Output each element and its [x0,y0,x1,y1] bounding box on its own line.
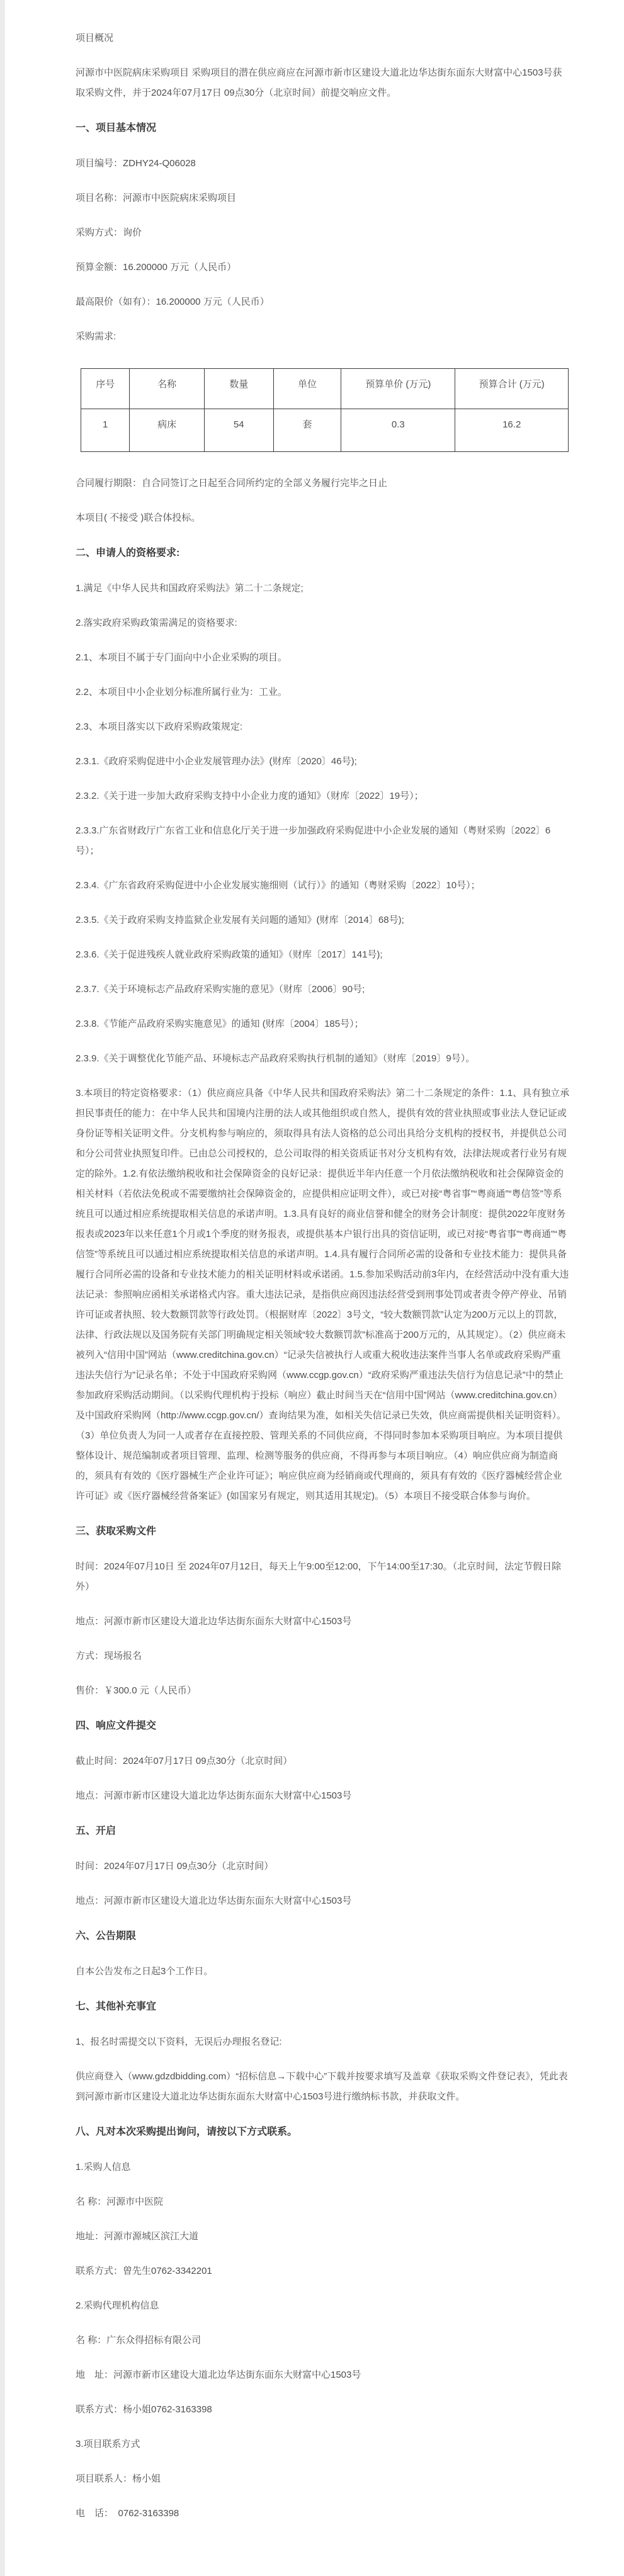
cell-seq: 1 [81,409,130,452]
budget-amount: 预算金额：16.200000 万元（人民币） [76,262,237,273]
purchaser-address: 地址：河源市源城区滨江大道 [76,2231,199,2242]
obtain-way: 方式：现场报名 [76,1651,142,1661]
obtain-place: 地点：河源市新市区建设大道北边华达街东面东大财富中心1503号 [76,1616,352,1627]
section-submit-heading: 四、响应文件提交 [76,1720,157,1731]
qualification-item: 2.3.8.《节能产品政府采购实施意见》的通知 (财库〔2004〕185号）； [76,1019,364,1029]
qualification-item: 2.落实政府采购政策需满足的资格要求: [76,618,237,628]
project-contact-phone: 电 话： 0762-3163398 [76,2508,179,2519]
other-registration-note: 1、报名时需提交以下资料，无误后办理报名登记: [76,2037,282,2047]
agency-address: 地 址：河源市新市区建设大道北边华达街东面东大财富中心1503号 [76,2370,361,2380]
qualification-item: 2.3.6.《关于促进残疾人就业政府采购政策的通知》（财库〔2017〕141号); [76,949,383,960]
page-title: 项目概况 [76,33,114,43]
col-header-qty: 数量 [204,369,273,409]
max-price-limit: 最高限价（如有）：16.200000 万元（人民币） [76,297,269,307]
purchaser-name: 名 称：河源市中医院 [76,2196,164,2207]
announce-period: 自本公告发布之日起3个工作日。 [76,1966,213,1977]
section-other-heading: 七、其他补充事宜 [76,2001,157,2012]
section-qualification-heading: 二、申请人的资格要求: [76,548,180,558]
purchaser-section-label: 1.采购人信息 [76,2162,131,2172]
obtain-time: 时间：2024年07月10日 至 2024年07月12日，每天上午9:00至12:00，下午14:00至17:30。（北京时间，法定节假日除外） [76,1561,562,1592]
qualification-item: 2.3.7.《关于环境标志产品政府采购实施的意见》（财库〔2006〕90号; [76,984,365,995]
agency-contact: 联系方式：杨小姐0762-3163398 [76,2404,212,2415]
cell-unit: 套 [273,409,341,452]
qualification-item: 2.3.2.《关于进一步加大政府采购支持中小企业力度的通知》（财库〔2022〕19号）； [76,791,424,801]
procurement-method: 采购方式：询价 [76,227,142,238]
col-header-total-price: 预算合计 (万元) [455,369,569,409]
cell-qty: 54 [204,409,273,452]
cell-unit-price: 0.3 [341,409,455,452]
section-obtain-heading: 三、获取采购文件 [76,1526,157,1537]
specific-qualification-paragraph: 3.本项目的特定资格要求：（1）供应商应具备《中华人民共和国政府采购法》第二十二条规定的条件：1.1、具有独立承担民事责任的能力：在中华人民共和国境内注册的法人或其他组织或自然人，提供有效的营业执照或事业法人登记证或身份证等相关证明文件。分支机构参与响应的，须取得具有法人资格的总公司出具给分支机构的授权书，并提供总公司和分公司营业执照复印件。已由总公司授权的，总公司取得的相关资质证书对分支机构有效，法律法规或者行业另有规定的除外。1.2.有依法缴纳税收和社会保障资金的良好记录：提供近半年内任意一个月依法缴纳税收和社会保障资金的相关材料（若依法免税或不需要缴纳社会保障资金的，应提供相应证明文件），或已对接“粤省事”“粤商通”“粤信签”等系统且可以通过相应系统提取相关信息的承诺声明。1.3.具有良好的商业信誉和健全的财务会计制度：提供2022年度财务报表或2023年以来任意1个月或1个季度的财务报表，或提供基本户银行出具的资信证明，或已对接“粤省事”“粤商通”“粤信签”等系统且可以通过相应系统提取相关信息的承诺声明。1.4.具有履行合同所必需的设备和专业技术能力：提供具备履行合同所必需的设备和专业技术能力的相关证明材料或承诺函。1.5.参加采购活动前3年内，在经营活动中没有重大违法记录：参照响应函相关承诺格式内容。重大违法记录，是指供应商因违法经营受到刑事处罚或者责令停产停业、吊销许可证或者执照、较大数额罚款等行政处罚。（根据财库〔2022〕3号文，“较大数额罚款”认定为200万元以上的罚款，法律、行政法规以及国务院有关部门明确规定相关领域“较大数额罚款”标准高于200万元的，从其规定）。（2）供应商未被列入“信用中国”网站（www.creditchina.gov.cn）“记录失信被执行人或重大税收违法案件当事人名单或政府采购严重违法失信行为”记录名单；不处于中国政府采购网（www.ccgp.gov.cn）“政府采购严重违法失信行为信息记录”中的禁止参加政府采购活动期间。（以采购代理机构于投标（响应）截止时间当天在“信用中国”网站（www.creditchina.gov.cn）及中国政府采购网（http://www.ccgp.gov.cn/）查询结果为准，如相关失信记录已失效，供应商需提供相关证明资料）。（3）单位负责人为同一人或者存在直接控股、管理关系的不同供应商，不得同时参加本采购项目响应。为本项目提供整体设计、规范编制或者项目管理、监理、检测等服务的供应商，不得再参与本项目响应。（4）响应供应商为制造商的，须具有有效的《医疗器械生产企业许可证》；响应供应商为经销商或代理商的，须具有有效的《医疗器械经营企业许可证》或《医疗器械经营备案证》(如国家另有规定，则其适用其规定)。（5）本项目不接受联合体参与询价。 [76,1088,570,1501]
qualification-item: 2.3.4.《广东省政府采购促进中小企业发展实施细则（试行）》的通知（粤财采购〔2022〕10号）； [76,880,480,891]
qualification-item: 2.2、本项目中小企业划分标准所属行业为：工业。 [76,687,287,698]
col-header-name: 名称 [130,369,204,409]
section-basic-info-heading: 一、项目基本情况 [76,123,157,133]
qualification-item: 1.满足《中华人民共和国政府采购法》第二十二条规定; [76,583,303,594]
project-contact-label: 3.项目联系方式 [76,2439,140,2449]
project-number: 项目编号：ZDHY24-Q06028 [76,158,196,169]
page-left-gutter [0,0,5,2576]
section-open-heading: 五、开启 [76,1826,116,1836]
section-contact-heading: 八、凡对本次采购提出询问，请按以下方式联系。 [76,2127,298,2137]
consortium-note: 本项目( 不接受 )联合体投标。 [76,512,201,523]
contract-period: 合同履行期限：自合同签订之日起至合同所约定的全部义务履行完毕之日止 [76,478,388,489]
project-name: 项目名称：河源市中医院病床采购项目 [76,193,237,203]
submit-place: 地点：河源市新市区建设大道北边华达街东面东大财富中心1503号 [76,1790,352,1801]
procurement-items-table [81,368,569,452]
qualification-item: 2.1、本项目不属于专门面向中小企业采购的项目。 [76,652,287,663]
project-contact-person: 项目联系人：杨小姐 [76,2473,161,2484]
submit-deadline: 截止时间：2024年07月17日 09点30分（北京时间） [76,1756,293,1766]
procurement-demand-label: 采购需求: [76,331,116,342]
qualification-item: 2.3.9.《关于调整优化节能产品、环境标志产品政府采购执行机制的通知》（财库〔2019〕9号）。 [76,1053,475,1064]
purchaser-contact: 联系方式：曾先生0762-3342201 [76,2266,212,2276]
table-header-row [81,369,569,409]
agency-name: 名 称：广东众得招标有限公司 [76,2335,201,2346]
col-header-unit: 单位 [273,369,341,409]
qualification-item: 2.3.3.广东省财政厅广东省工业和信息化厅关于进一步加强政府采购促进中小企业发展的通知（粤财采购〔2022〕6号）； [76,825,551,856]
section-announce-heading: 六、公告期限 [76,1931,137,1941]
qualification-item: 2.3.1.《政府采购促进中小企业发展管理办法》(财库〔2020〕46号); [76,756,357,767]
other-download-instruction: 供应商登入（www.gdzdbidding.com）“招标信息→下载中心”下载并按要求填写及盖章《获取采购文件登记表》，凭此表到河源市新市区建设大道北边华达街东面东大财富中心1503号进行缴纳标书款，并获取文件。 [76,2071,568,2102]
qualification-item: 2.3、本项目落实以下政府采购政策规定: [76,721,243,732]
col-header-seq: 序号 [81,369,130,409]
table-row [81,409,569,452]
obtain-price: 售价：￥300.0 元（人民币） [76,1685,196,1696]
project-overview-paragraph: 河源市中医院病床采购项目 采购项目的潜在供应商应在河源市新市区建设大道北边华达街东面东大财富中心1503号获取采购文件，并于2024年07月17日 09点30分（北京时间）前提交响应文件。 [76,67,562,98]
col-header-unit-price: 预算单价 (万元) [341,369,455,409]
cell-total-price: 16.2 [455,409,569,452]
open-place: 地点：河源市新市区建设大道北边华达街东面东大财富中心1503号 [76,1895,352,1906]
open-time: 时间：2024年07月17日 09点30分（北京时间） [76,1861,274,1872]
qualification-item: 2.3.5.《关于政府采购支持监狱企业发展有关问题的通知》(财库〔2014〕68号); [76,915,404,925]
cell-name: 病床 [130,409,204,452]
agency-section-label: 2.采购代理机构信息 [76,2300,159,2311]
